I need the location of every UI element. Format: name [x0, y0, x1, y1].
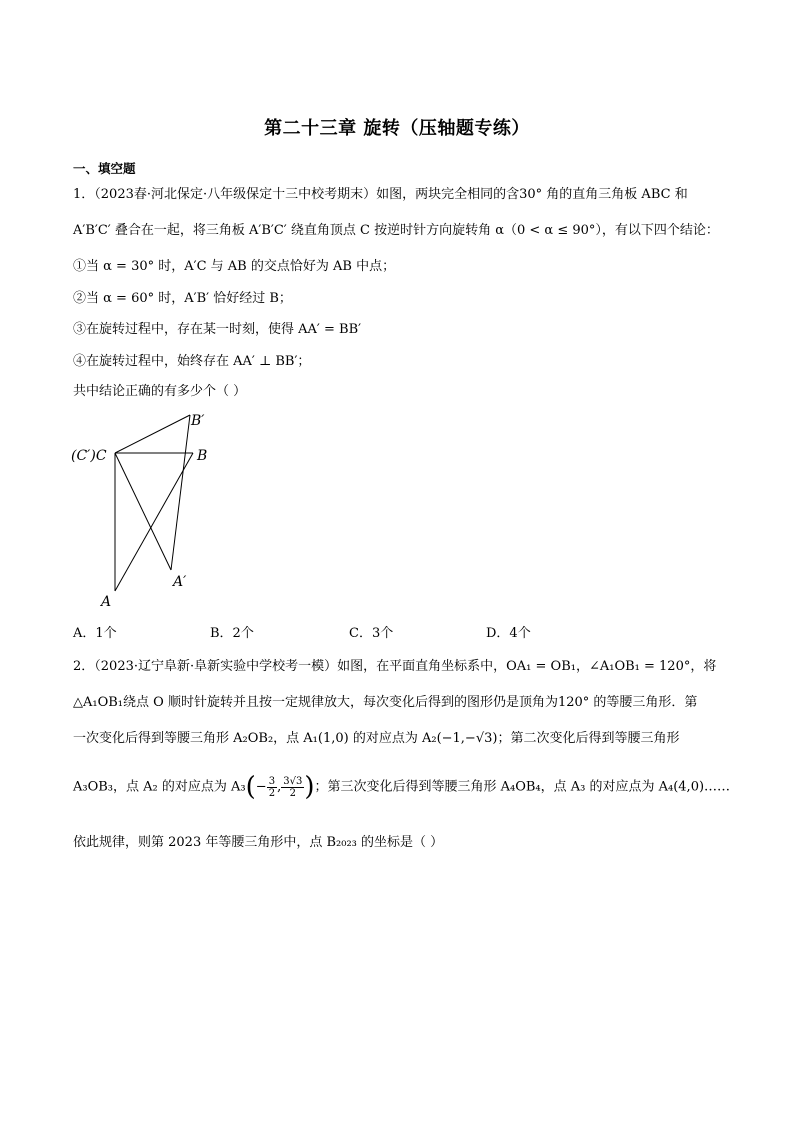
segment-A-B [115, 453, 193, 591]
label-A: A [101, 594, 112, 610]
q1-line-2: A′B′C′ 叠合在一起，将三角板 A′B′C′ 绕直角顶点 C 按逆时针方向旋转角 α（0 < α ≤ 90°），有以下四个结论： [73, 223, 719, 238]
q2-line-2: △A₁OB₁绕点 O 顺时针旋转并且按一定规律放大，每次变化后得到的图形仍是顶角为120° 的等腰三角形．第 [73, 695, 698, 710]
q2-line-3: 一次变化后得到等腰三角形 A₂OB₂，点 A₁(1,0) 的对应点为 A₂(−1,−√3)；第二次变化后得到等腰三角形 [73, 731, 680, 746]
segment-B-prime-A-prime [171, 415, 190, 570]
option-d[interactable]: D．4个 [486, 626, 531, 641]
label-B-prime: B′ [191, 413, 205, 429]
q2-line-4-start: A₃OB₃，点 A₂ 的对应点为 A₃ [73, 779, 246, 795]
q1-statement-2: ②当 α = 60° 时，A′B′ 恰好经过 B； [73, 291, 292, 306]
option-c[interactable]: C．3个 [349, 626, 394, 641]
page-title: 第二十三章 旋转（压轴题专练） [264, 118, 530, 139]
segment-C-B-prime [115, 415, 190, 453]
q1-question: 共中结论正确的有多少个（ ） [73, 384, 247, 399]
q1-statement-1: ①当 α = 30° 时，A′C 与 AB 的交点恰好为 AB 中点； [73, 259, 396, 274]
label-A-prime: A′ [173, 574, 187, 590]
q1-line-1: 1．（2023春·河北保定·八年级保定十三中校考期末）如图，两块完全相同的含30° 角的直角三角板 ABC 和 [73, 187, 688, 202]
paren-close: ) [304, 772, 315, 802]
q2-line-4-end: ；第三次变化后得到等腰三角形 A₄OB₄，点 A₃ 的对应点为 A₄(4,0)…… [314, 779, 731, 795]
label-B: B [197, 448, 208, 464]
q1-statement-3: ③在旋转过程中，存在某一时刻，使得 AA′ = BB′ [73, 322, 362, 337]
option-a[interactable]: A．1个 [73, 626, 117, 641]
segment-C-A-prime [115, 453, 171, 570]
label-C: (C′)C [71, 448, 107, 464]
q2-line-5: 依此规律，则第 2023 年等腰三角形中，点 B₂₀₂₃ 的坐标是（ ） [73, 835, 444, 850]
q1-statement-4: ④在旋转过程中，始终存在 AA′ ⊥ BB′； [73, 354, 311, 369]
q2-line-4: A₃OB₃，点 A₂ 的对应点为 A₃(− $\frac{3}{2}$ , $\frac{3√3}{2}$ )；第三次变化后得到等腰三角形 A₄OB₄，点 A₃ 的对应点为 A₄(4,0)…… [73, 772, 731, 802]
q1-figure [60, 405, 230, 610]
q2-line-1: 2．（2023·辽宁阜新·阜新实验中学校考一模）如图，在平面直角坐标系中，OA₁ = OB₁，∠A₁OB₁ = 120°，将 [73, 659, 717, 674]
fraction-1: $\frac{3}{2}$ [268, 775, 276, 799]
section-heading: 一、填空题 [73, 161, 136, 176]
fraction-2: $\frac{3√3}{2}$ [283, 775, 303, 799]
paren-open: ( [245, 772, 256, 802]
option-b[interactable]: B．2个 [210, 626, 254, 641]
